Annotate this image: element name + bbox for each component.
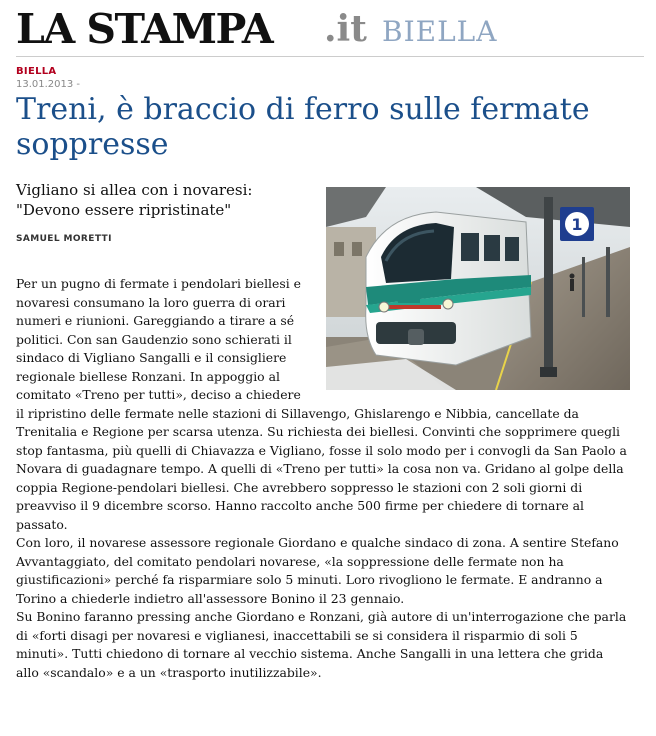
- article-headline: Treni, è braccio di ferro sulle fermate soppresse: [16, 92, 590, 162]
- author-byline: SAMUEL MORETTI: [16, 234, 112, 244]
- edition-name[interactable]: BIELLA: [382, 15, 498, 48]
- publish-date: 13.01.2013 -: [16, 79, 81, 90]
- subhead-line-2: "Devono essere ripristinate": [16, 201, 232, 219]
- body-paragraph: Su Bonino faranno pressing anche Giordano e Ronzani, già autore di un'interrogazione che parla di «forti disagi per novaresi e viglianesi, inaccettabili se si considera il risparmio di soli 5 minuti». Tutti chiedono di tornare al vecchio sistema. Anche Sangalli in una lettera che grida allo «scandalo» e a un «trasporto inutilizzabile».: [16, 609, 627, 680]
- masthead-divider: [16, 56, 644, 57]
- site-logo-suffix[interactable]: .it: [324, 8, 367, 50]
- site-logo[interactable]: LA STAMPA: [16, 5, 273, 53]
- subhead-line-1: Vigliano si allea con i novaresi:: [16, 181, 253, 199]
- platform-sign-number: 1: [571, 215, 583, 234]
- photo-wrap-spacer: [312, 275, 628, 391]
- masthead: [16, 6, 646, 52]
- article-subhead: [16, 180, 316, 220]
- body-paragraph: Per un pugno di fermate i pendolari biellesi e novaresi consumano la loro guerra di orari numeri e riunioni. Gareggiando a tirare a sé politici. Con san Gaudenzio sono schierati il sindaco di Vigliano Sangalli e il consigliere regionale biellese Ronzani. In appoggio al comitato «Treno per tutti», deciso a chiedere il ripristino delle fermate nelle stazioni di Sillavengo, Ghislarengo e Nibbia, cancellate da Trenitalia e Regione per scarsa utenza. Su richiesta dei biellesi. Convinti che sopprimere quegli stop fantasma, più quelli di Chiavazza e Vigliano, fosse il solo modo per i convogli da San Paolo a Novara di guadagnare tempo. A quelli di «Treno per tutti» la cosa non va. Gridano al golpe della coppia Regione-pendolari biellesi. Che avrebbero soppresso le stazioni con 2 soli giorni di preavviso il 9 dicembre scorso. Hanno raccolto anche 500 firme per chiedere di tornare al passato.: [16, 276, 627, 532]
- article-body: [16, 275, 628, 682]
- section-label[interactable]: BIELLA: [16, 66, 57, 77]
- body-paragraph: Con loro, il novarese assessore regionale Giordano e qualche sindaco di zona. A sentire Stefano Avvantaggiato, del comitato pendolari novarese, «la soppressione delle fermate non ha giustificazioni» perché fa risparmiare solo 5 minuti. Loro rivogliono le fermate. E andranno a Torino a chiederle indietro all'assessore Bonino il 23 gennaio.: [16, 535, 619, 606]
